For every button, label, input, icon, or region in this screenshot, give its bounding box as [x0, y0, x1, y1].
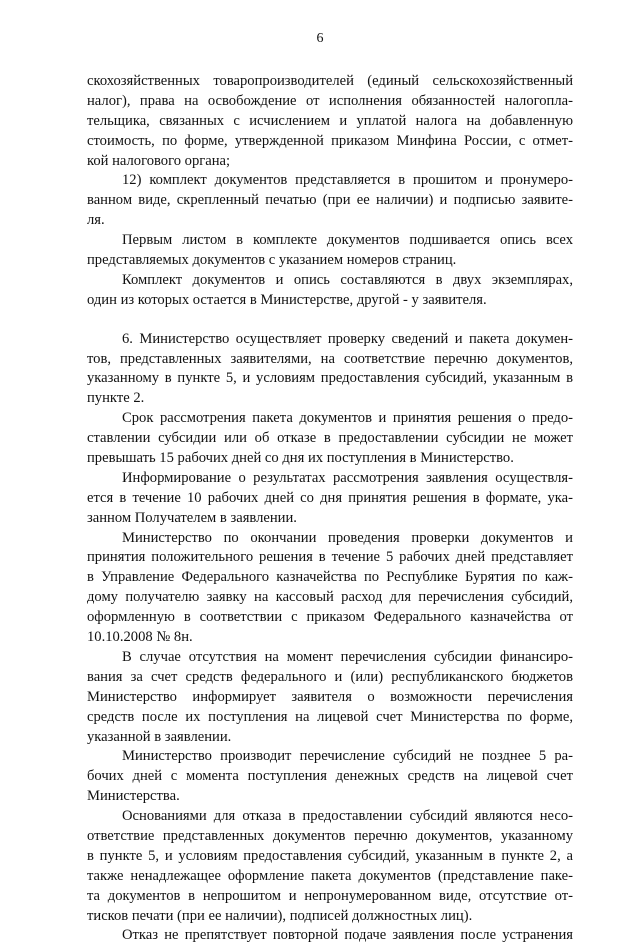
paragraph [87, 271, 573, 311]
text-line: бочих дней с момента поступления денежных средств на лицевой счет [87, 768, 573, 785]
text-line: ответствие представленных документов перечню документов, указанному [87, 827, 573, 844]
text-line: 12) комплект документов представляется в прошитом и пронумеро- [122, 172, 573, 189]
paragraph [87, 171, 573, 231]
text-line: ля. [87, 212, 105, 229]
text-line: Первым листом в комплекте документов подшивается опись всех [122, 232, 573, 249]
text-line: в пункте 5, и условиям предоставления субсидий, указанным в пункте 2, а [87, 847, 573, 864]
text-line: Министерство информирует заявителя о возможности перечисления [87, 688, 573, 705]
text-line: принятия положительного решения в течение 5 рабочих дней представляет [87, 549, 573, 566]
paragraph [87, 926, 573, 946]
paragraph [87, 72, 573, 171]
text-line: средств после их поступления на лицевой счет Министерства по форме, [87, 708, 573, 725]
paragraph [87, 529, 573, 648]
text-line: в Управление Федерального казначейства по Республике Бурятия по каж- [87, 569, 573, 586]
paragraph [87, 330, 573, 410]
text-line: 6. Министерство осуществляет проверку сведений и пакета докумен- [122, 330, 573, 347]
paragraph [87, 648, 573, 747]
text-line: дому получателю заявку на кассовый расход для перечисления субсидий, [87, 589, 573, 606]
text-line: Информирование о результатах рассмотрения заявления осуществля- [122, 469, 573, 486]
text-line: скохозяйственных товаропроизводителей (единый сельскохозяйственный [87, 73, 573, 89]
text-line: также ненадлежащее оформление пакета документов (представление паке- [87, 867, 573, 884]
text-line: ставлении субсидии или об отказе в предоставлении субсидии не может [87, 430, 573, 447]
text-line: Отказ не препятствует повторной подаче заявления после устранения [122, 927, 573, 944]
paragraph [87, 807, 573, 926]
text-line: вания за счет средств федерального и (или) республиканского бюджетов [87, 668, 573, 685]
text-line: тов, представленных заявителями, на соответствие перечню документов, [87, 350, 573, 367]
paragraph-gap [87, 311, 573, 330]
text-line: тисков печати (при ее наличии), подписей должностных лиц). [87, 907, 473, 924]
text-line: занном Получателем в заявлении. [87, 509, 297, 526]
text-line: Комплект документов и опись составляются в двух экземплярах, [122, 271, 573, 288]
text-line: превышать 15 рабочих дней со дня их поступления в Министерство. [87, 450, 514, 467]
text-line: Министерства. [87, 788, 180, 805]
page-number: 6 [316, 31, 324, 46]
text-line: налог), права на освобождение от исполнения обязанностей налогопла- [87, 92, 573, 109]
paragraph [87, 409, 573, 469]
text-line: Срок рассмотрения пакета документов и принятия решения о предо- [122, 410, 573, 427]
text-line: пункте 2. [87, 390, 145, 407]
text-line: Министерство производит перечисление субсидий не позднее 5 ра- [122, 748, 573, 765]
text-line: та документов в непрошитом и непронумерованном виде, отсутствие от- [87, 887, 573, 904]
text-line: представляемых документов с указанием номеров страниц. [87, 252, 457, 269]
text-line: тельщика, связанных с исчислением и уплатой налога на добавленную [87, 112, 573, 129]
text-line: оформленную в соответствии с приказом Федерального казначейства от [87, 609, 573, 626]
text-line: ется в течение 10 рабочих дней со дня принятия решения в формате, ука- [87, 489, 573, 506]
text-line: кой налогового органа; [87, 152, 231, 169]
text-line: один из которых остается в Министерстве, другой - у заявителя. [87, 291, 487, 308]
text-line: Основаниями для отказа в предоставлении субсидий являются несо- [122, 808, 573, 825]
text-line: стоимость, по форме, утвержденной приказом Минфина России, с отмет- [87, 132, 573, 149]
text-line: В случае отсутствия на момент перечисления субсидии финансиро- [122, 648, 573, 665]
text-line: указанной в заявлении. [87, 728, 232, 745]
text-line: 10.10.2008 № 8н. [87, 629, 193, 646]
paragraph [87, 747, 573, 807]
text-line: ванном виде, скрепленный печатью (при ее наличии) и подписью заявите- [87, 192, 573, 209]
text-line: указанному в пункте 5, и условиям предоставления субсидий, указанным в [87, 370, 573, 387]
paragraph [87, 231, 573, 271]
document-body [87, 72, 573, 946]
paragraph [87, 469, 573, 529]
text-line: Министерство по окончании проведения проверки документов и [122, 529, 573, 546]
